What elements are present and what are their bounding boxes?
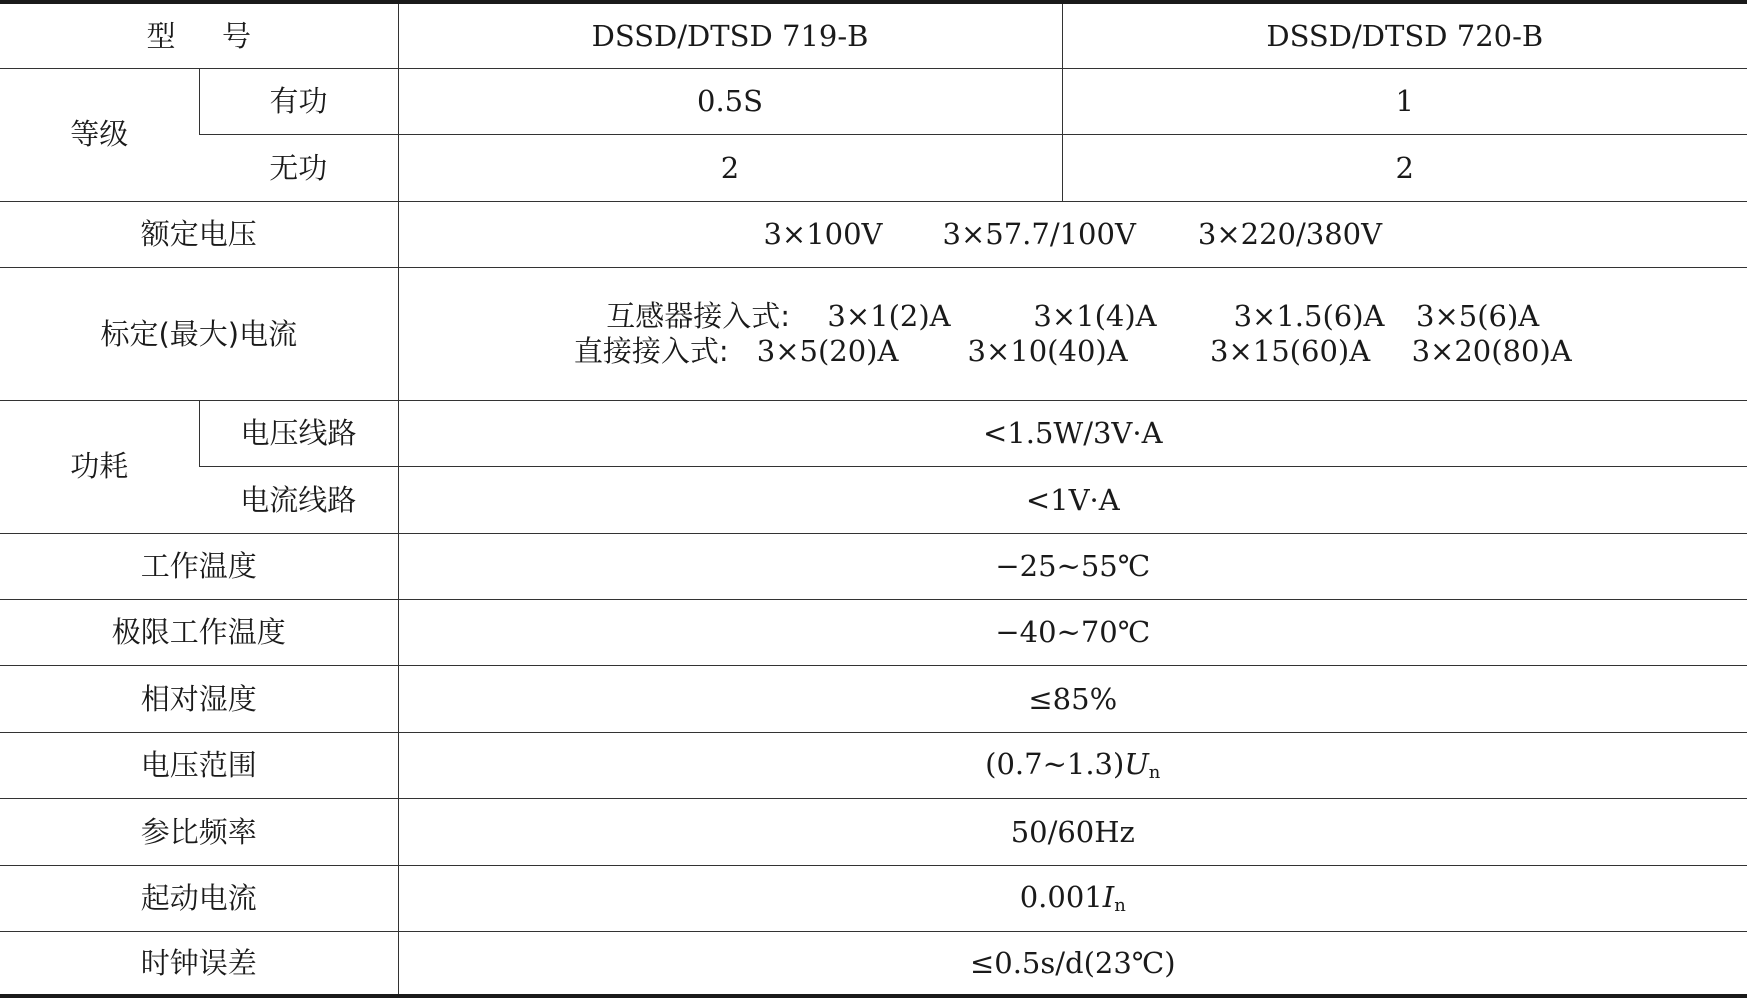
frequency-row [0, 799, 1747, 865]
grade-active-b: 1 [1062, 68, 1747, 134]
operating-temperature-row [0, 533, 1747, 599]
operating-temperature-label: 工作温度 [0, 533, 398, 599]
direct-current-line [399, 334, 1747, 369]
grade-reactive-label: 无功 [199, 135, 398, 201]
direct-current-item: 3×20(80)A [1411, 333, 1572, 368]
voltage-range-subscript: n [1148, 762, 1161, 784]
transformer-current-item: 3×1(4)A [1033, 299, 1157, 334]
rated-current-value [398, 268, 1747, 401]
grade-active-label: 有功 [199, 68, 398, 134]
starting-current-subscript: n [1114, 894, 1126, 916]
humidity-row [0, 666, 1747, 732]
starting-current-value [398, 865, 1747, 931]
voltage-range-label: 电压范围 [0, 732, 398, 798]
model-a-name: DSSD/DTSD 719-B [591, 18, 869, 53]
limit-temperature-value: −40~70℃ [398, 600, 1747, 666]
model-header-label: 型号 [146, 18, 298, 53]
voltage-range-symbol: U [1124, 747, 1149, 782]
rated-voltage-item: 3×100V [763, 216, 883, 251]
clock-error-value: ≤0.5s/d(23℃) [398, 931, 1747, 996]
direct-current-item: 3×5(20)A [756, 333, 899, 368]
grade-reactive-row [0, 135, 1747, 201]
voltage-circuit-label: 电压线路 [199, 400, 398, 466]
humidity-value: ≤85% [398, 666, 1747, 732]
humidity-label: 相对湿度 [0, 666, 398, 732]
power-voltage-row [0, 400, 1747, 466]
power-current-row [0, 467, 1747, 533]
grade-label: 等级 [0, 68, 199, 201]
rated-voltage-item: 3×57.7/100V [942, 216, 1136, 251]
transformer-current-prefix: 互感器接入式: [606, 299, 791, 334]
power-consumption-label: 功耗 [0, 400, 199, 533]
starting-current-row [0, 865, 1747, 931]
voltage-circuit-value: <1.5W/3V·A [398, 400, 1747, 466]
direct-current-item: 3×10(40)A [967, 333, 1128, 368]
grade-reactive-b: 2 [1062, 135, 1747, 201]
rated-current-row [0, 268, 1747, 401]
rated-voltage-label: 额定电压 [0, 201, 398, 267]
current-circuit-value: <1V·A [398, 467, 1747, 533]
model-b-cell [1062, 2, 1747, 68]
grade-reactive-a: 2 [398, 135, 1062, 201]
rated-voltage-row [0, 201, 1747, 267]
frequency-label: 参比频率 [0, 799, 398, 865]
clock-error-row [0, 931, 1747, 996]
model-header-cell [0, 2, 398, 68]
limit-temperature-label: 极限工作温度 [0, 600, 398, 666]
voltage-range-number: (0.7~1.3) [985, 747, 1125, 782]
starting-current-number: 0.001 [1019, 879, 1103, 914]
clock-error-label: 时钟误差 [0, 931, 398, 996]
grade-active-row [0, 68, 1747, 134]
model-a-cell [398, 2, 1062, 68]
limit-temperature-row [0, 600, 1747, 666]
voltage-range-value [398, 732, 1747, 798]
rated-current-label: 标定(最大)电流 [0, 268, 398, 401]
model-b-name: DSSD/DTSD 720-B [1266, 18, 1544, 53]
grade-active-a: 0.5S [398, 68, 1062, 134]
operating-temperature-value: −25~55℃ [398, 533, 1747, 599]
transformer-current-item: 3×5(6)A [1416, 299, 1540, 334]
starting-current-label: 起动电流 [0, 865, 398, 931]
transformer-current-item: 3×1(2)A [827, 299, 951, 334]
direct-current-item: 3×15(60)A [1210, 333, 1371, 368]
rated-voltage-item: 3×220/380V [1197, 216, 1383, 251]
starting-current-symbol: I [1102, 879, 1115, 914]
transformer-current-line [399, 299, 1747, 334]
transformer-current-item: 3×1.5(6)A [1233, 299, 1385, 334]
header-row [0, 2, 1747, 68]
direct-current-prefix: 直接接入式: [573, 333, 729, 368]
voltage-range-row [0, 732, 1747, 798]
current-circuit-label: 电流线路 [199, 467, 398, 533]
rated-voltage-value [398, 201, 1747, 267]
frequency-value: 50/60Hz [398, 799, 1747, 865]
